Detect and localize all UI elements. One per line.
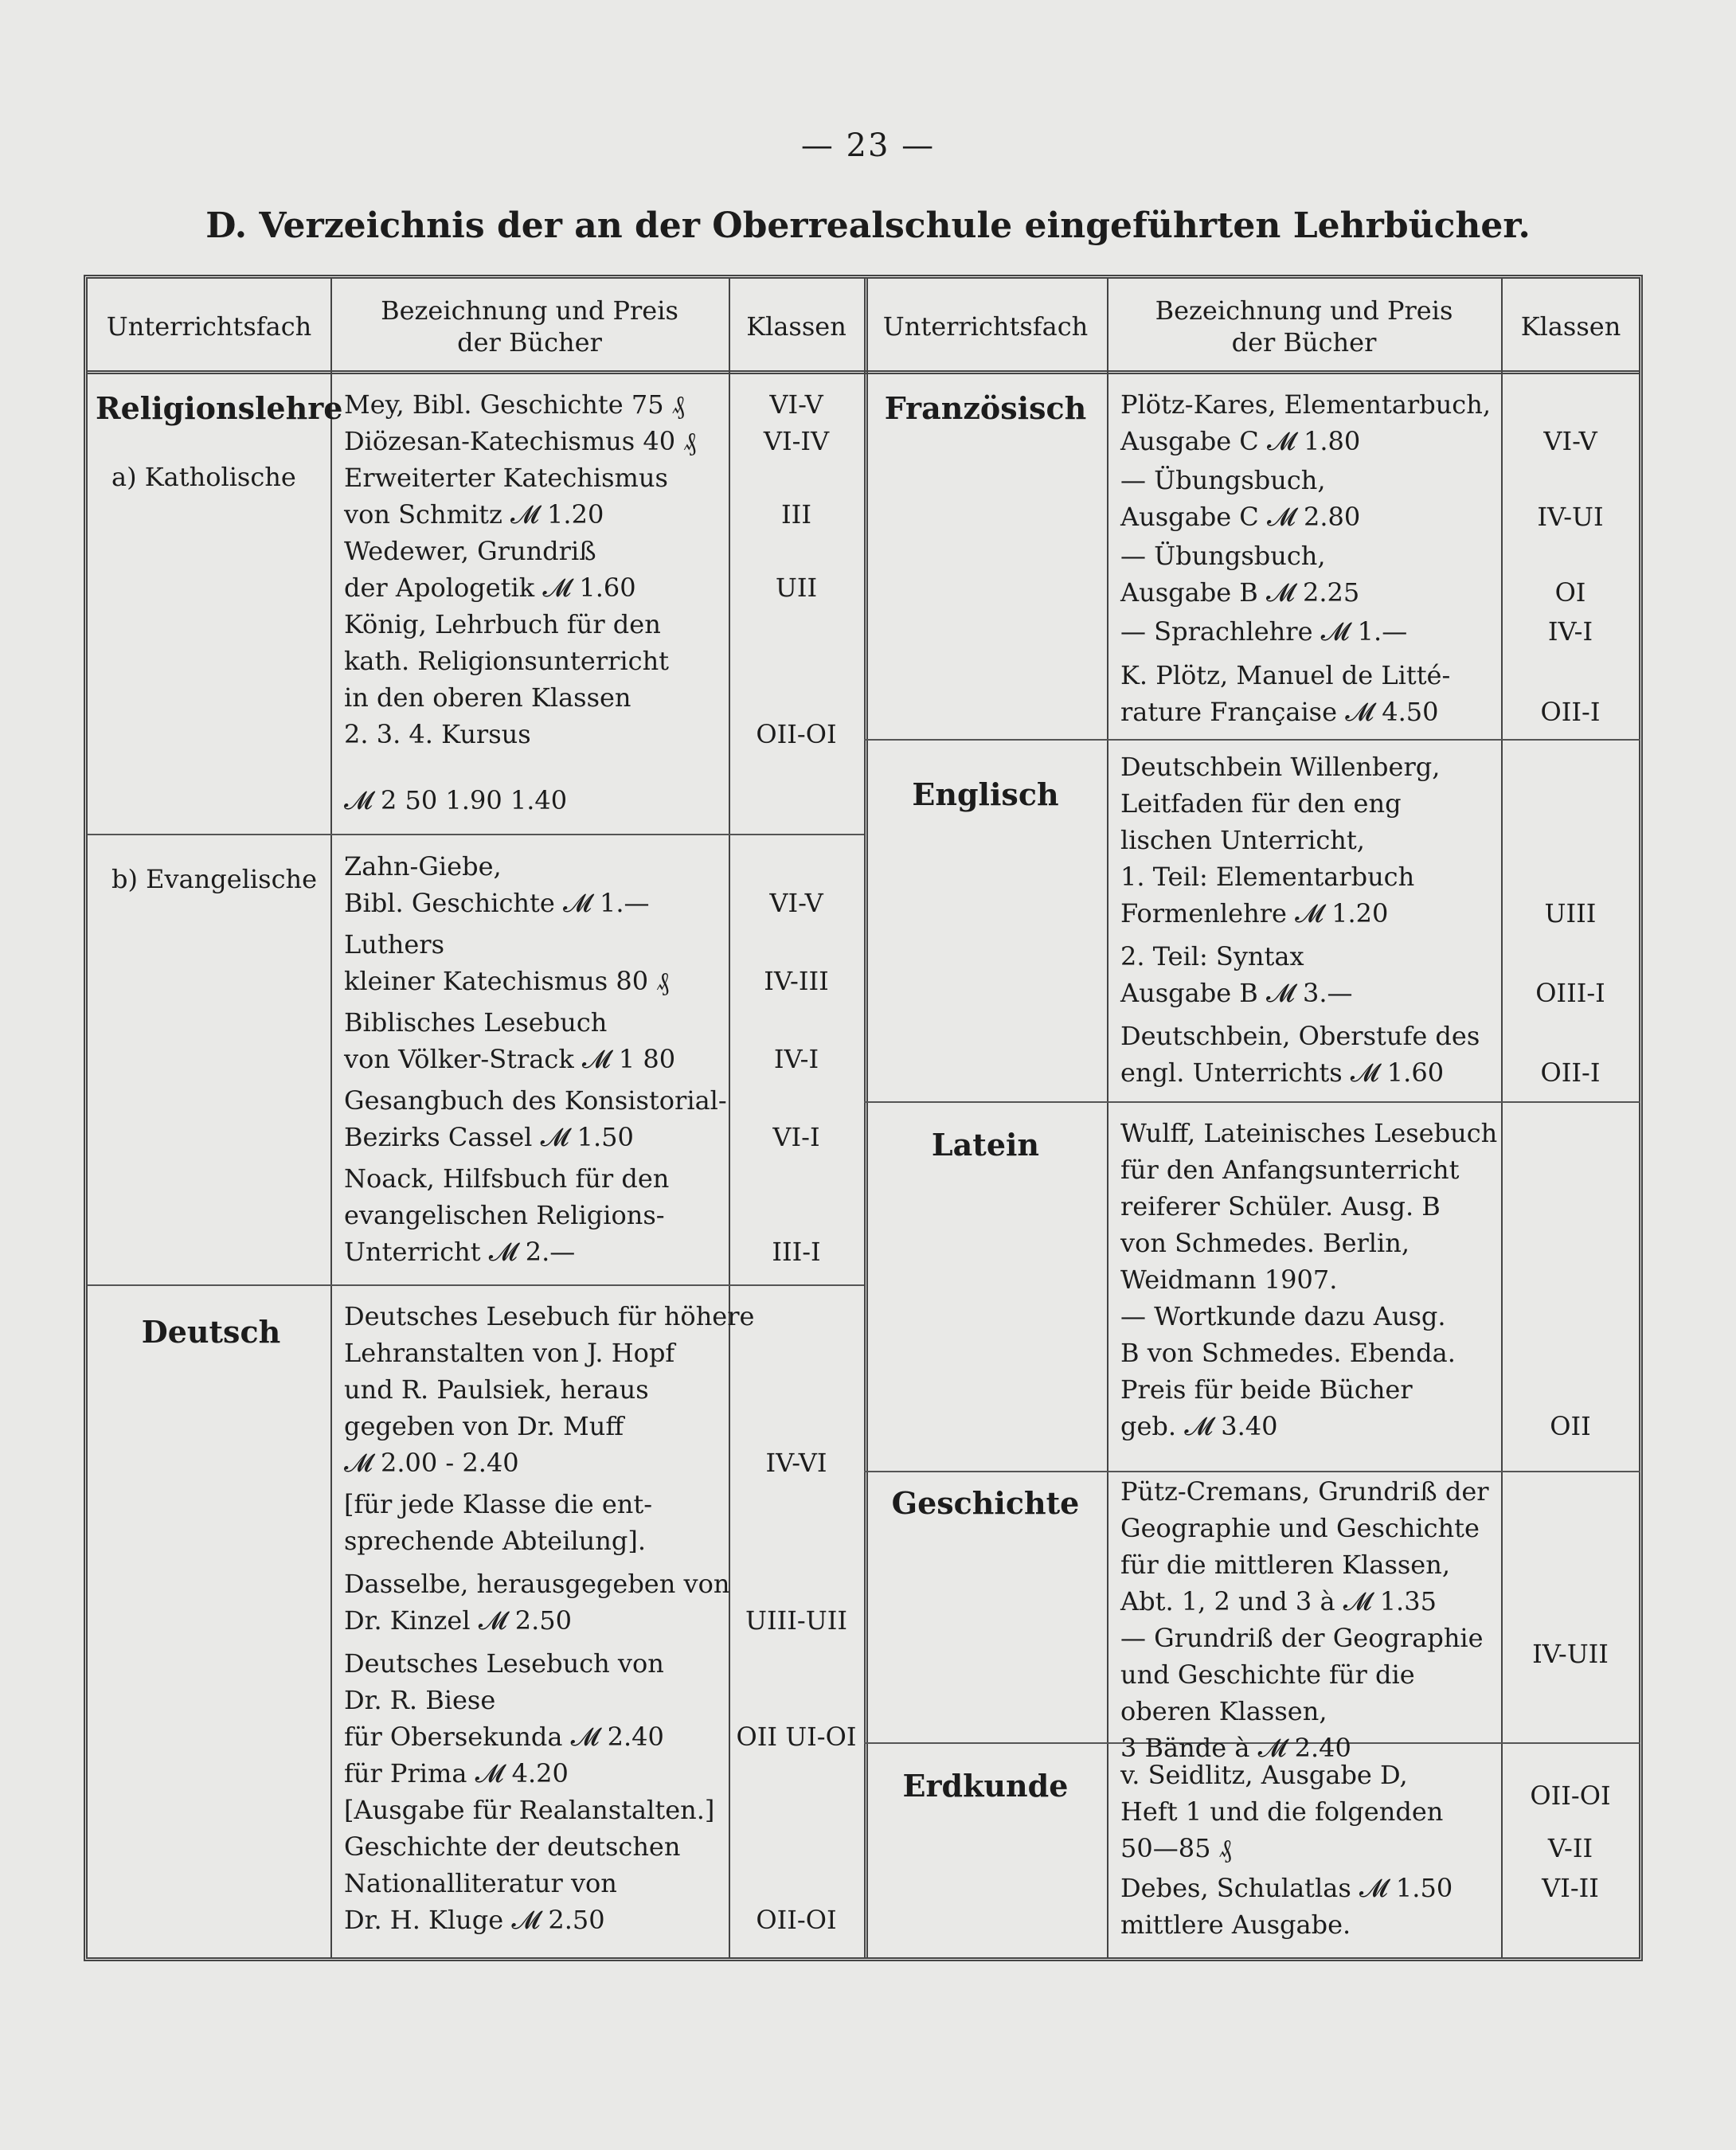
book-entry: Debes, Schulatlas 𝓜 1.50 mittlere Ausgabe. (1120, 1873, 1453, 1940)
class-range: IV-VI (765, 1448, 827, 1478)
class-range: VI-V (1543, 426, 1597, 456)
subject-erdkunde: Erdkunde (902, 1768, 1069, 1804)
section-divider (864, 739, 1640, 741)
class-range: UIII-UII (745, 1605, 847, 1636)
class-range: OIII-I (1535, 978, 1605, 1008)
class-range: IV-III (764, 966, 829, 996)
page-title: D. Verzeichnis der an der Oberrealschule eingeführten Lehrbücher. (205, 205, 1531, 246)
header-subject-left: Unterrichtsfach (106, 311, 312, 342)
subject-religion: Religionslehre (96, 390, 343, 426)
class-range: OII-I (1540, 697, 1601, 727)
subject-evangelisch: b) Evangelische (111, 864, 318, 894)
class-range: III-I (772, 1237, 821, 1267)
book-entry: Wedewer, Grundriß der Apologetik 𝓜 1.60 (344, 536, 636, 603)
col-divider (330, 279, 332, 1957)
col-divider (1501, 279, 1503, 1957)
book-entry: Pütz-Cremans, Grundriß der Geographie und Geschichte für die mittleren Klassen, Abt. 1, 2 und 3 à 𝓜 1.35 — Grundriß der Geographie und Geschichte für die oberen Klassen, 3 Bände à 𝓜 2.40 (1120, 1476, 1489, 1763)
book-entry: — Übungsbuch, Ausgabe C 𝓜 2.80 (1120, 465, 1361, 532)
book-entry: Erweiterter Katechismus von Schmitz 𝓜 1.20 (344, 463, 668, 530)
class-range: III (781, 499, 811, 530)
subject-geschichte: Geschichte (891, 1485, 1080, 1521)
class-range: V-II (1547, 1833, 1593, 1863)
book-entry: Deutsches Lesebuch von Dr. R. Biese für Obersekunda 𝓜 2.40 für Prima 𝓜 4.20 [Ausgabe für Realanstalten.] (344, 1648, 715, 1825)
class-range: IV-UII OII-OI (1530, 1639, 1611, 1811)
class-range: UII (775, 573, 818, 603)
class-range: OII-I (1540, 1057, 1601, 1088)
section-divider (88, 834, 864, 835)
book-entry: Geschichte der deutschen Nationalliteratur von Dr. H. Kluge 𝓜 2.50 (344, 1831, 681, 1935)
header-subject-right: Unterrichtsfach (882, 311, 1089, 342)
class-range: IV-I (773, 1044, 819, 1074)
book-entry: Noack, Hilfsbuch für den evangelischen Religions- Unterricht 𝓜 2.— (344, 1163, 670, 1267)
page-number: — 23 — (800, 127, 936, 164)
col-divider (729, 279, 730, 1957)
class-range: IV-I (1547, 616, 1593, 647)
book-entry: Mey, Bibl. Geschichte 75 ₰ (344, 389, 685, 420)
book-entry: Wulff, Lateinisches Lesebuch für den Anfangsunterricht reiferer Schüler. Ausg. B von Schmedes. Berlin, Weidmann 1907. — Wortkunde dazu Ausg. B von Schmedes. Ebenda. Preis für beide Bücher geb. 𝓜 3.40 (1120, 1118, 1498, 1441)
header-books-left: Bezeichnung und Preis der Bücher (381, 295, 678, 358)
class-range: VI-I (772, 1122, 820, 1152)
class-range: OI (1554, 577, 1586, 608)
book-entry: 𝓜 2 50 1.90 1.40 (344, 785, 568, 815)
class-range: UIII (1544, 898, 1597, 928)
class-range: OII-OI (756, 1905, 837, 1935)
class-range: VI-IV (763, 426, 830, 456)
textbook-table (84, 275, 1643, 1961)
book-entry: Deutsches Lesebuch für höhere Lehranstalten von J. Hopf und R. Paulsiek, heraus gegeben von Dr. Muff 𝓜 2.00 - 2.40 (344, 1301, 755, 1478)
class-range: IV-UI (1537, 502, 1604, 532)
book-entry: [für jede Klasse die ent- sprechende Abteilung]. (344, 1489, 653, 1556)
book-entry: König, Lehrbuch für den kath. Religionsunterricht in den oberen Klassen 2. 3. 4. Kursus (344, 609, 670, 749)
section-divider (88, 1284, 864, 1286)
col-divider (1107, 279, 1108, 1957)
book-entry: Diözesan-Katechismus 40 ₰ (344, 426, 697, 456)
subject-deutsch: Deutsch (141, 1314, 281, 1350)
class-range: VI-V (769, 888, 823, 918)
header-classes-left: Klassen (746, 311, 846, 342)
book-entry: — Sprachlehre 𝓜 1.— (1120, 616, 1408, 647)
class-range: VI-II (1542, 1873, 1599, 1903)
section-divider (864, 1471, 1640, 1472)
header-books-right: Bezeichnung und Preis der Bücher (1155, 295, 1453, 358)
book-entry: — Übungsbuch, Ausgabe B 𝓜 2.25 (1120, 541, 1360, 608)
book-entry: v. Seidlitz, Ausgabe D, Heft 1 und die folgenden 50—85 ₰ (1120, 1760, 1444, 1863)
subject-latein: Latein (931, 1127, 1040, 1163)
book-entry: 2. Teil: Syntax Ausgabe B 𝓜 3.— (1120, 941, 1353, 1008)
subject-katholisch: a) Katholische (111, 462, 296, 492)
book-entry: Zahn-Giebe, Bibl. Geschichte 𝓜 1.— (344, 851, 650, 918)
book-entry: Deutschbein Willenberg, Leitfaden für den eng lischen Unterricht, 1. Teil: Elementarbuch Formenlehre 𝓜 1.20 (1120, 752, 1441, 928)
class-range: OII-OI (756, 719, 837, 749)
subject-englisch: Englisch (912, 776, 1059, 812)
book-entry: Luthers kleiner Katechismus 80 ₰ (344, 929, 670, 996)
class-range: OII UI-OI (736, 1722, 857, 1752)
header-divider (88, 370, 1639, 374)
book-entry: K. Plötz, Manuel de Litté- rature Française 𝓜 4.50 (1120, 660, 1451, 727)
subject-franzoesisch: Französisch (884, 390, 1087, 426)
section-divider (864, 1101, 1640, 1103)
class-range: OII (1550, 1411, 1591, 1441)
book-entry: Plötz-Kares, Elementarbuch, Ausgabe C 𝓜 1.80 (1120, 389, 1491, 456)
header-classes-right: Klassen (1520, 311, 1621, 342)
class-range: VI-V (769, 389, 823, 420)
book-entry: Biblisches Lesebuch von Völker-Strack 𝓜 1 80 (344, 1007, 676, 1074)
book-entry: Gesangbuch des Konsistorial- Bezirks Cassel 𝓜 1.50 (344, 1085, 727, 1152)
center-divider (864, 279, 868, 1957)
book-entry: Dasselbe, herausgegeben von Dr. Kinzel 𝓜 2.50 (344, 1569, 730, 1636)
book-entry: Deutschbein, Oberstufe des engl. Unterrichts 𝓜 1.60 (1120, 1021, 1480, 1088)
